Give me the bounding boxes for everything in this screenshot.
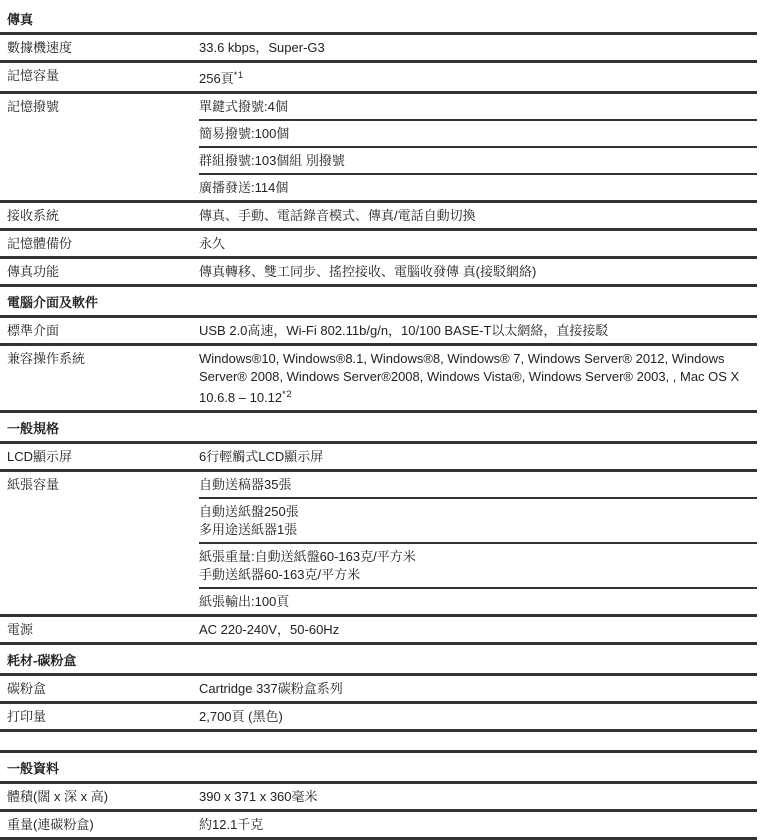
spec-value-text: Cartridge 337碳粉盒系列 xyxy=(199,681,343,696)
spec-value-cells xyxy=(199,617,757,642)
spec-row xyxy=(0,63,757,94)
spec-value-cells xyxy=(199,704,757,729)
spec-value-cells xyxy=(199,676,757,701)
spec-value-cells xyxy=(199,784,757,809)
spec-value-line xyxy=(199,350,753,407)
spec-row xyxy=(0,784,757,812)
spec-value-cell xyxy=(199,318,757,343)
spec-value-cell xyxy=(199,544,757,589)
spec-value-cells xyxy=(199,318,757,343)
spec-label: 紙張容量 xyxy=(7,477,60,492)
spec-value-cells xyxy=(199,346,757,410)
spec-value-text: 33.6 kbps，Super-G3 xyxy=(199,40,325,55)
spec-value-cells xyxy=(199,259,757,284)
spec-value-text: 多用途送紙器1張 xyxy=(199,522,298,537)
spec-label: 打印量 xyxy=(7,709,47,724)
spec-value-line xyxy=(199,566,753,584)
spec-section xyxy=(0,4,757,287)
spec-value-line xyxy=(199,67,753,88)
spec-row xyxy=(0,617,757,645)
footnote-marker: *1 xyxy=(233,70,244,81)
spec-value-line xyxy=(199,593,753,611)
spec-value-cell xyxy=(199,346,757,410)
spec-section xyxy=(0,413,757,645)
spec-row xyxy=(0,94,757,203)
spec-row xyxy=(0,676,757,704)
spec-value-line xyxy=(199,621,753,639)
spec-value-cell xyxy=(199,203,757,228)
spec-section xyxy=(0,287,757,413)
spec-label: 重量(連碳粉盒) xyxy=(7,817,94,832)
spec-value-text: 390 x 371 x 360毫米 xyxy=(199,789,318,804)
section-title: 傳真 xyxy=(0,4,757,35)
spec-value-cells xyxy=(199,231,757,256)
spec-value-cell xyxy=(199,175,757,200)
spec-value-cell xyxy=(199,704,757,729)
spec-value-line xyxy=(199,708,753,726)
spec-value-text: 6行輕觸式LCD顯示屏 xyxy=(199,449,324,464)
spec-value-cell xyxy=(199,231,757,256)
spec-value-cells xyxy=(199,444,757,469)
spec-value-text: 廣播發送:114個 xyxy=(199,180,289,195)
spec-value-text: Windows®10, Windows®8.1, Windows®8, Windows® 7, Windows Server® 2012, Windows Server® 2008, Windows Server®2008, Windows Vista®, Windows Server® 2003, , Mac OS X 10.6.8 – 10.12 xyxy=(199,351,740,405)
spec-value-line xyxy=(199,816,753,834)
section-title: 電腦介面及軟件 xyxy=(0,287,757,318)
spec-value-cell xyxy=(199,472,757,499)
spec-value-text: 紙張重量:自動送紙盤60-163克/平方米 xyxy=(199,549,416,564)
spec-value-text: 單鍵式撥號:4個 xyxy=(199,99,288,114)
spec-row xyxy=(0,704,757,732)
spec-value-line xyxy=(199,788,753,806)
spec-value-line xyxy=(199,39,753,57)
spec-value-text: AC 220-240V，50-60Hz xyxy=(199,622,340,637)
spec-value-line xyxy=(199,503,753,521)
spec-label: 標準介面 xyxy=(7,323,60,338)
spec-row xyxy=(0,812,757,840)
spec-label: LCD顯示屏 xyxy=(7,449,73,464)
spec-value-cell xyxy=(199,94,757,121)
spec-row xyxy=(0,259,757,287)
spec-section xyxy=(0,645,757,732)
spec-value-text: 傳真、手動、電話錄音模式、傳真/電話自動切換 xyxy=(199,208,476,223)
spec-value-line xyxy=(199,263,753,281)
spec-label: 傳真功能 xyxy=(7,264,60,279)
spec-row xyxy=(0,472,757,617)
spec-value-cell xyxy=(199,617,757,642)
spec-value-line xyxy=(199,125,753,143)
spec-value-cell xyxy=(199,259,757,284)
spec-row xyxy=(0,231,757,259)
spec-label: 記憶體備份 xyxy=(7,236,73,251)
footnote-marker: *2 xyxy=(282,389,293,400)
spec-value-text: USB 2.0高速，Wi-Fi 802.11b/g/n，10/100 BASE-T以太網絡，直接接駁 xyxy=(199,323,609,338)
spec-value-cells xyxy=(199,35,757,60)
section-title: 耗材-碳粉盒 xyxy=(0,645,757,676)
section-title: 一般資料 xyxy=(0,753,757,784)
spec-value-cell xyxy=(199,676,757,701)
spec-label: 兼容操作系統 xyxy=(7,351,86,366)
spec-label: 接收系統 xyxy=(7,208,60,223)
spec-value-line xyxy=(199,179,753,197)
spec-value-cell xyxy=(199,148,757,175)
spec-value-cell xyxy=(199,35,757,60)
spec-value-text: 約12.1千克 xyxy=(199,817,264,832)
spec-value-cell xyxy=(199,63,757,91)
spec-row xyxy=(0,203,757,231)
section-title: 一般規格 xyxy=(0,413,757,444)
spec-value-cell xyxy=(199,784,757,809)
spec-value-cell xyxy=(199,589,757,614)
spec-value-line xyxy=(199,448,753,466)
spec-value-line xyxy=(199,235,753,253)
spec-row xyxy=(0,318,757,346)
spec-value-line xyxy=(199,476,753,494)
spec-value-text: 2,700頁 (黑色) xyxy=(199,709,283,724)
spec-value-text: 手動送紙器60-163克/平方米 xyxy=(199,567,361,582)
spec-value-cell xyxy=(199,121,757,148)
spec-value-text: 簡易撥號:100個 xyxy=(199,126,290,141)
spec-value-cells xyxy=(199,812,757,837)
spec-value-line xyxy=(199,521,753,539)
spec-value-text: 自動送紙盤250張 xyxy=(199,504,299,519)
spec-label: 數據機速度 xyxy=(7,40,73,55)
spec-value-cell xyxy=(199,812,757,837)
spec-section xyxy=(0,750,757,840)
spec-value-line xyxy=(199,207,753,225)
spec-value-text: 群組撥號:103個組 別撥號 xyxy=(199,153,345,168)
spec-value-line xyxy=(199,322,753,340)
spec-row xyxy=(0,346,757,413)
spec-value-cells xyxy=(199,63,757,91)
spec-value-line xyxy=(199,98,753,116)
spec-value-line xyxy=(199,680,753,698)
spec-label: 體積(闊 x 深 x 高) xyxy=(7,789,109,804)
spec-label: 碳粉盒 xyxy=(7,681,47,696)
spec-value-text: 永久 xyxy=(199,236,226,251)
spec-label: 記憶撥號 xyxy=(7,99,60,114)
spec-value-text: 紙張輸出:100頁 xyxy=(199,594,290,609)
spec-value-cells xyxy=(199,94,757,200)
spec-value-line xyxy=(199,152,753,170)
spec-value-cells xyxy=(199,203,757,228)
spec-value-cell xyxy=(199,444,757,469)
spec-value-cells xyxy=(199,472,757,614)
spec-label: 電源 xyxy=(7,622,34,637)
spec-value-line xyxy=(199,548,753,566)
spec-value-text: 256頁 xyxy=(199,71,234,86)
spec-label: 記憶容量 xyxy=(7,68,60,83)
spec-value-text: 傳真轉移、雙工同步、搖控接收、電腦收發傳 真(接駁網絡) xyxy=(199,264,537,279)
spec-value-cell xyxy=(199,499,757,544)
spec-row xyxy=(0,35,757,63)
spec-row xyxy=(0,444,757,472)
spec-value-text: 自動送稿器35張 xyxy=(199,477,292,492)
